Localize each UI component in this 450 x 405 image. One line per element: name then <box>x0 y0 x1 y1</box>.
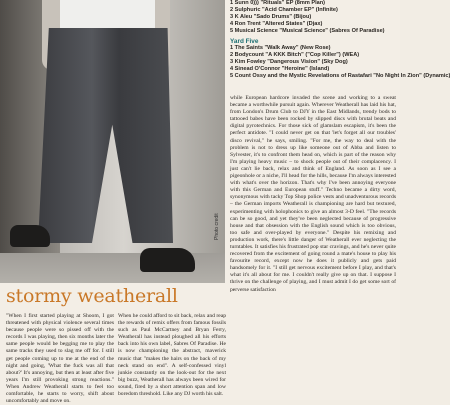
left-shoe <box>10 225 50 247</box>
dj-portrait-photo <box>0 0 225 283</box>
chart-entry: 2 Bodycount "A KKK Bitch" ("Cop Killer") (WEA) <box>230 52 360 58</box>
chart-entry: 4 Ron Trent "Altered States" (Djax) <box>230 21 323 27</box>
article-body-right: while European hardcore invaded the scene and working to a sweat became a worthwhile pursuit again. Wherever Weatherall has laid his hat, from London's Drum Club to DJY in the East Midlands, trendy bods to tattooed babes have been rocked by slipped discs with brutal beats and digital pyrotechnics. For those sick of glamslam escapism, it's been the perfect antidote. "I could never get on that 'let's forget all our troubles' disco revival," he says, smiling. "For me, the way to deal with the problem is not to dress up like someone out of Abba and listen to Sylvester, it's to confront them head on, which is part of the reason why I'm playing heavy music – to shock people out of their complacency. I just can't lie back, relax and think of England. As soon as I see a pigeonhole or a niche, I'll head for the hills, because I'm always interested with what's over the horizon. That's why I've been annoying everyone with this German and European stuff." Techno became a dirty word, synonymous with tacky Top Shop police vests and unadventurous records – the German imports Weatherall is championing are hard but textured, experimenting with holophonics to give an almost 3-D feel. "The records can be so good, and yet they've been neglected because of progressive house and that obsession with the English sound which is too obvious, too safe and over-played by everyone." Despite his remixing and production work, there's little danger of Weatherall ever neglecting the turntables. It satisfies his frustrated pop star cravings, and he's never quite recovered from the excitement of going round a mate's house to play his favourite record, except now he does it publicly and gets paid handsomely for it. "I still get nervous excitement before I play, and that's what it's all about for me. I couldn't really give up on that. I suppose I thrive on the challenge of playing, and I must admit I do get some sort of perverse satisfaction <box>230 95 396 293</box>
jeans <box>38 28 173 243</box>
chart-year-heading: Yard Five <box>230 38 259 45</box>
chart-entry: 5 Musical Science "Musical Science" (Sabres Of Paradise) <box>230 28 385 34</box>
chart-entry: 1 The Saints "Walk Away" (New Rose) <box>230 45 331 51</box>
article-column-1: "When I first started playing at Shoom, I got threatened with physical violence several times because people were so pissed off with the records I was playing, then six months later the same people would be begging me to play the same tracks they used to slag me off for. I still get people coming up to me at the end of the night and going, 'What the fuck was all that about?' It's annoying, but then at least after five years I'm still provoking strong reactions." When Andrew Weatherall starts to feel too comfortable, he starts to worry, shift about uncomfortably and move on. <box>6 313 114 405</box>
article-column-2: When he could afford to sit back, relax and reap the rewards of remix offers from famous fossils such as Paul McCartney and Bryan Ferry, Weatherall has instead ploughed all his efforts back into his own label, Sabres Of Paradise. He is now championing the abstract, maverick music that "makes the hairs on the back of my neck stand on end". A self-confessed vinyl junkie constantly on the look-out for the next big buzz, Weatherall has always been wired for sound, fired by a short attention span and low boredom threshold. Like any DJ worth his salt. <box>118 313 226 398</box>
right-shoe <box>140 248 195 272</box>
chart-entry: 1 Sunn 0))) "Rituals" EP (8mm Plan) <box>230 0 326 6</box>
chart-list <box>230 0 450 95</box>
chart-entry: 3 K Aleu "Sado Drums" (Bijou) <box>230 14 312 20</box>
chart-entry: 3 Kim Fowley "Dangerous Vision" (Sky Dog) <box>230 59 348 65</box>
chart-entry: 2 Sulphuric "Acid Chamber EP" (Infinite) <box>230 7 338 13</box>
article-headline: stormy weatherall <box>6 285 178 307</box>
photo-credit: Photo credit <box>214 213 220 240</box>
chart-entry: 5 Count Ossy and the Mystic Revelations of Rastafari "No Night In Zion" (Dynamic) <box>230 73 450 79</box>
chart-entry: 4 Sinead O'Connor "Heroine" (Island) <box>230 66 330 72</box>
white-shirt <box>60 0 155 30</box>
